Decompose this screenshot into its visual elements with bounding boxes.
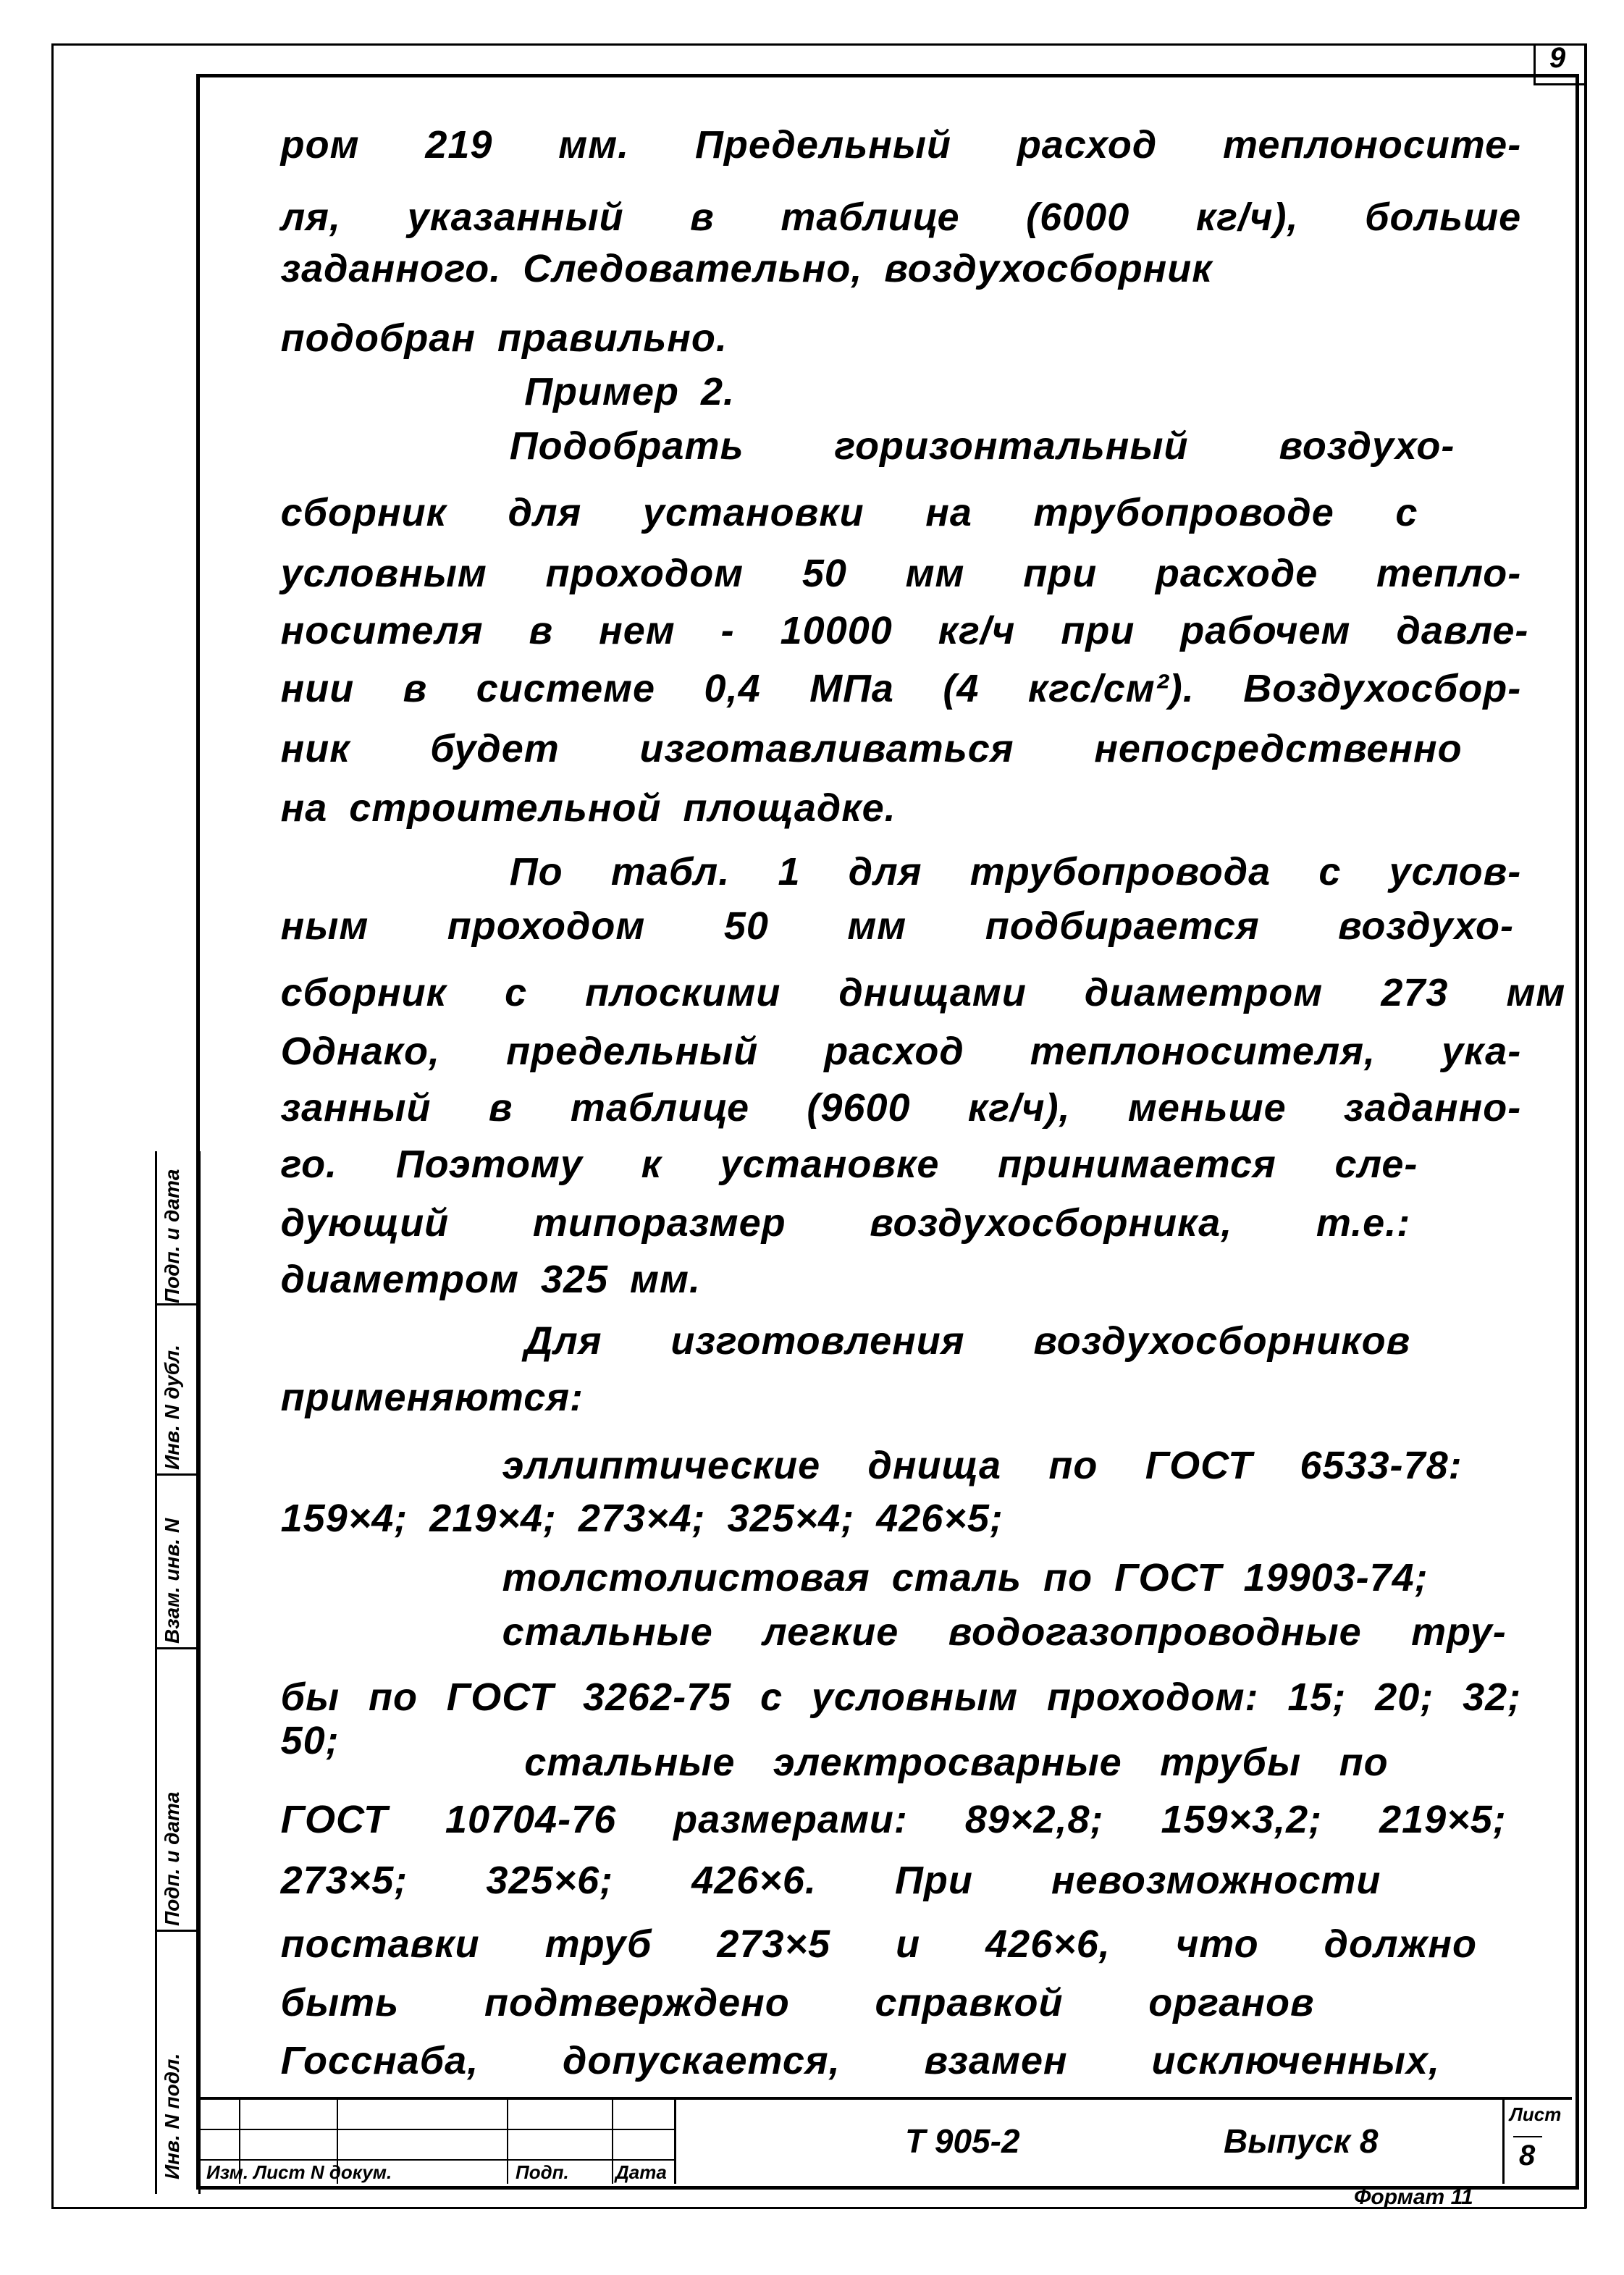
text-line: Для изготовления воздухосборников bbox=[524, 1319, 1411, 1363]
text-line: стальные легкие водогазопроводные тру- bbox=[502, 1610, 1507, 1654]
text-line: ля, указанный в таблице (6000 кг/ч), больше bbox=[280, 195, 1522, 239]
title-col-label: Изм. Лист N докум. bbox=[206, 2161, 392, 2183]
side-stamp-label: Подп. и дата bbox=[161, 1791, 183, 1926]
text-line: сборник для установки на трубопроводе с bbox=[280, 490, 1418, 534]
text-line: ром 219 мм. Предельный расход теплоносите- bbox=[280, 122, 1522, 167]
title-block-top bbox=[196, 2097, 1572, 2100]
title-block-row bbox=[196, 2129, 674, 2130]
text-line: Подобрать горизонтальный воздухо- bbox=[509, 424, 1455, 468]
section-heading: Пример 2. bbox=[524, 369, 735, 413]
text-line: 159×4; 219×4; 273×4; 325×4; 426×5; bbox=[280, 1497, 1004, 1541]
text-line: применяются: bbox=[280, 1375, 584, 1419]
outer-frame-left bbox=[51, 43, 54, 2208]
text-line: толстолистовая сталь по ГОСТ 19903-74; bbox=[502, 1555, 1429, 1599]
text-line: заданного. Следовательно, воздухосборник bbox=[280, 247, 1213, 291]
text-line: го. Поэтому к установке принимается сле- bbox=[280, 1142, 1418, 1186]
text-line: на строительной площадке. bbox=[280, 786, 896, 830]
side-stamp-label: Подп. и дата bbox=[161, 1169, 183, 1303]
side-stamp-divider bbox=[155, 1303, 196, 1305]
text-line: подобран правильно. bbox=[280, 316, 728, 361]
side-stamp-divider bbox=[155, 1647, 196, 1649]
title-col-label: Подп. bbox=[516, 2161, 569, 2183]
title-block-row bbox=[196, 2159, 674, 2161]
outer-frame-top bbox=[51, 43, 1586, 46]
text-line: 273×5; 325×6; 426×6. При невозможности bbox=[280, 1858, 1381, 1902]
format-label: Формат 11 bbox=[1354, 2185, 1473, 2209]
side-stamp-label: Инв. N дубл. bbox=[161, 1345, 183, 1470]
side-stamp-divider bbox=[155, 1930, 196, 1932]
sheet-label: Лист bbox=[1510, 2103, 1562, 2125]
text-line: условным проходом 50 мм при расходе тепло- bbox=[280, 551, 1522, 595]
text-line: дующий типоразмер воздухосборника, т.е.: bbox=[280, 1201, 1411, 1245]
title-block-col bbox=[1502, 2097, 1505, 2184]
text-line: носителя в нем - 10000 кг/ч при рабочем давле- bbox=[280, 609, 1529, 653]
text-line: занный в таблице (9600 кг/ч), меньше заданно- bbox=[280, 1086, 1522, 1130]
text-line: эллиптические днища по ГОСТ 6533-78: bbox=[502, 1443, 1463, 1487]
side-stamp bbox=[155, 1151, 201, 2194]
title-block-col bbox=[507, 2097, 508, 2184]
text-line: По табл. 1 для трубопровода с услов- bbox=[509, 849, 1522, 893]
outer-frame-right bbox=[1584, 43, 1587, 2208]
text-line: нии в системе 0,4 МПа (4 кгс/см²). Воздухосбор- bbox=[280, 666, 1522, 710]
text-line: бы по ГОСТ 3262-75 с условным проходом: 15; 20; 32; 50; bbox=[280, 1675, 1522, 1762]
side-stamp-divider bbox=[155, 1473, 196, 1476]
text-line: быть подтверждено справкой органов bbox=[280, 1981, 1315, 2025]
title-col-label: Дата bbox=[615, 2161, 667, 2183]
text-line: поставки труб 273×5 и 426×6, что должно bbox=[280, 1922, 1477, 1966]
sheet-number: 8 bbox=[1519, 2140, 1536, 2171]
text-line: ным проходом 50 мм подбирается воздухо- bbox=[280, 904, 1514, 949]
side-stamp-label: Инв. N подл. bbox=[161, 2053, 183, 2179]
text-line: ГОСТ 10704-76 размерами: 89×2,8; 159×3,2; 219×5; bbox=[280, 1798, 1507, 1842]
page-number: 9 bbox=[1549, 42, 1566, 74]
text-line: Госснаба, допускается, взамен исключенных, bbox=[280, 2038, 1440, 2082]
text-line: Однако, предельный расход теплоносителя, ука- bbox=[280, 1030, 1522, 1074]
title-block-col bbox=[612, 2097, 613, 2184]
text-line: ник будет изготавливаться непосредственно bbox=[280, 727, 1463, 771]
side-stamp-label: Взам. инв. N bbox=[161, 1518, 183, 1644]
sheet-divider bbox=[1513, 2136, 1542, 2137]
document-designation: Т 905-2 bbox=[905, 2122, 1020, 2160]
title-block-col bbox=[674, 2097, 676, 2184]
issue-label: Выпуск 8 bbox=[1224, 2122, 1379, 2160]
text-line: стальные электросварные трубы по bbox=[524, 1740, 1389, 1784]
text-line: сборник с плоскими днищами диаметром 273 мм bbox=[280, 970, 1566, 1014]
text-line: диаметром 325 мм. bbox=[280, 1257, 701, 1301]
